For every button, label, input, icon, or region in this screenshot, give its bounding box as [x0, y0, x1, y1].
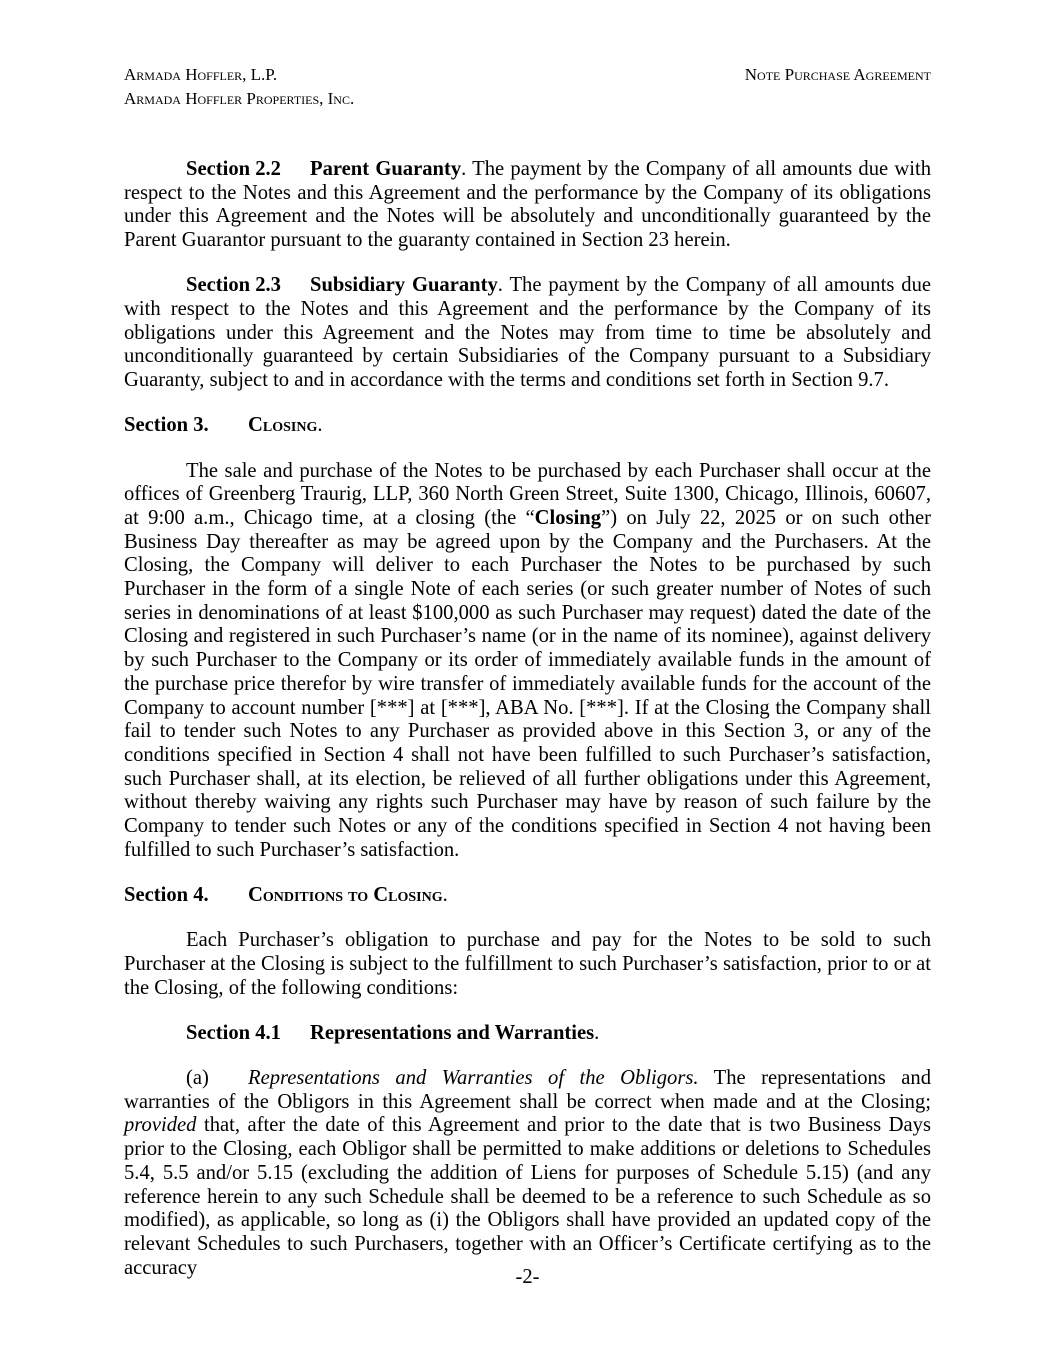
body-text: that, after the date of this Agreement and prior to the date that is two Business Days prior to the Closing, each Obligor shall be permitted to make additions or deletions to Schedules 5.4, 5.5 and/or 5.15 (excluding the addition of Liens for purposes of Schedule 5.15) (and any reference herein to any such Schedule shall be deemed to be a reference to such Schedule as so modified), as applicable, so long as (i) the Obligors shall have provided an updated copy of the relevant Schedules to such Purchasers, together with an Officer’s Certificate certifying as to the accuracy	[124, 1114, 931, 1279]
paragraph	[124, 1022, 931, 1046]
paragraph	[124, 414, 931, 438]
header-company-1: Armada Hoffler, L.P.	[124, 65, 278, 84]
page-number: -2-	[515, 1266, 540, 1288]
emphasis-text: Representations and Warranties of the Obligors.	[248, 1067, 699, 1089]
section-number: Section 2.2	[186, 158, 281, 180]
emphasis-text: Closing	[248, 414, 318, 437]
emphasis-text: Representations and Warranties	[310, 1021, 595, 1044]
body-text: The representations and warranties of the Obligors in this Agreement shall be correct when made and at the Closing;	[124, 1067, 932, 1113]
paragraph	[124, 929, 931, 1000]
paragraph	[124, 884, 931, 908]
body-text: .	[594, 1021, 600, 1044]
emphasis-text: provided	[124, 1114, 197, 1137]
paragraph	[124, 158, 931, 253]
paragraph	[124, 460, 931, 863]
body-text: . The payment by the Company of all amounts due with respect to the Notes and this Agreement and the performance by the Company of its obligations under this Agreement and the Notes will be absolutely and unconditionally guaranteed by the Parent Guarantor pursuant to the guaranty contained in Section 23 herein.	[124, 158, 931, 252]
body-text: .	[317, 414, 323, 437]
body-text: ”) on July 22, 2025 or on such other Business Day thereafter as may be agreed upon by the Company and the Purchasers. At the Closing, the Company will deliver to each Purchaser the Notes to be purchased by such Purchaser in the form of a single Note of each series (or such greater number of Notes of such series in denominations of at least $100,000 as such Purchaser may request) dated the date of the Closing and registered in such Purchaser’s name (or in the name of its nominee), against delivery by such Purchaser to the Company or its order of immediately available funds in the amount of the purchase price therefor by wire transfer of immediately available funds for the account of the Company to account number [***] at [***], ABA No. [***]. If at the Closing the Company shall fail to tender such Notes to any Purchaser as provided above in this Section 3, or any of the conditions specified in Section 4 shall not have been fulfilled to such Purchaser’s satisfaction, such Purchaser shall, at its election, be relieved of all further obligations under this Agreement, without thereby waiving any rights such Purchaser may have by reason of such failure by the Company to tender such Notes or any of the conditions specified in Section 4 not having been fulfilled to such Purchaser’s satisfaction.	[124, 506, 931, 861]
section-number: Section 3.	[124, 414, 209, 437]
section-number: Section 2.3	[186, 274, 281, 297]
body-text: Each Purchaser’s obligation to purchase and pay for the Notes to be sold to such Purchaser at the Closing is subject to the fulfillment to such Purchaser’s satisfaction, prior to or at the Closing, of the following conditions:	[124, 929, 931, 999]
emphasis-text: Parent Guaranty	[310, 158, 462, 180]
body-text: .	[442, 883, 448, 906]
body-text: . The payment by the Company of all amounts due with respect to the Notes and this Agreement and the performance by the Company of its obligations under this Agreement and the Notes may from time to time be absolutely and unconditionally guaranteed by certain Subsidiaries of the Company pursuant to a Subsidiary Guaranty, subject to and in accordance with the terms and conditions set forth in Section 9.7.	[124, 274, 932, 392]
document-body	[124, 158, 931, 1302]
emphasis-text: Closing	[534, 506, 602, 529]
running-header	[124, 63, 931, 110]
header-company-2: Armada Hoffler Properties, Inc.	[124, 88, 355, 108]
paragraph	[124, 1067, 931, 1280]
body-text: The sale and purchase of the Notes to be purchased by each Purchaser shall occur at the offices of Greenberg Traurig, LLP, 360 North Green Street, Suite 1300, Chicago, Illinois, 60607, at 9:00 a.m., Chicago time, at a closing (the “	[124, 459, 931, 529]
section-number: (a)	[186, 1067, 209, 1089]
header-document-title: Note Purchase Agreement	[744, 65, 931, 84]
emphasis-text: Subsidiary Guaranty	[310, 274, 498, 297]
paragraph	[124, 274, 931, 393]
section-number: Section 4.1	[186, 1021, 281, 1044]
section-number: Section 4.	[124, 883, 209, 906]
emphasis-text: Conditions to Closing	[248, 883, 443, 906]
